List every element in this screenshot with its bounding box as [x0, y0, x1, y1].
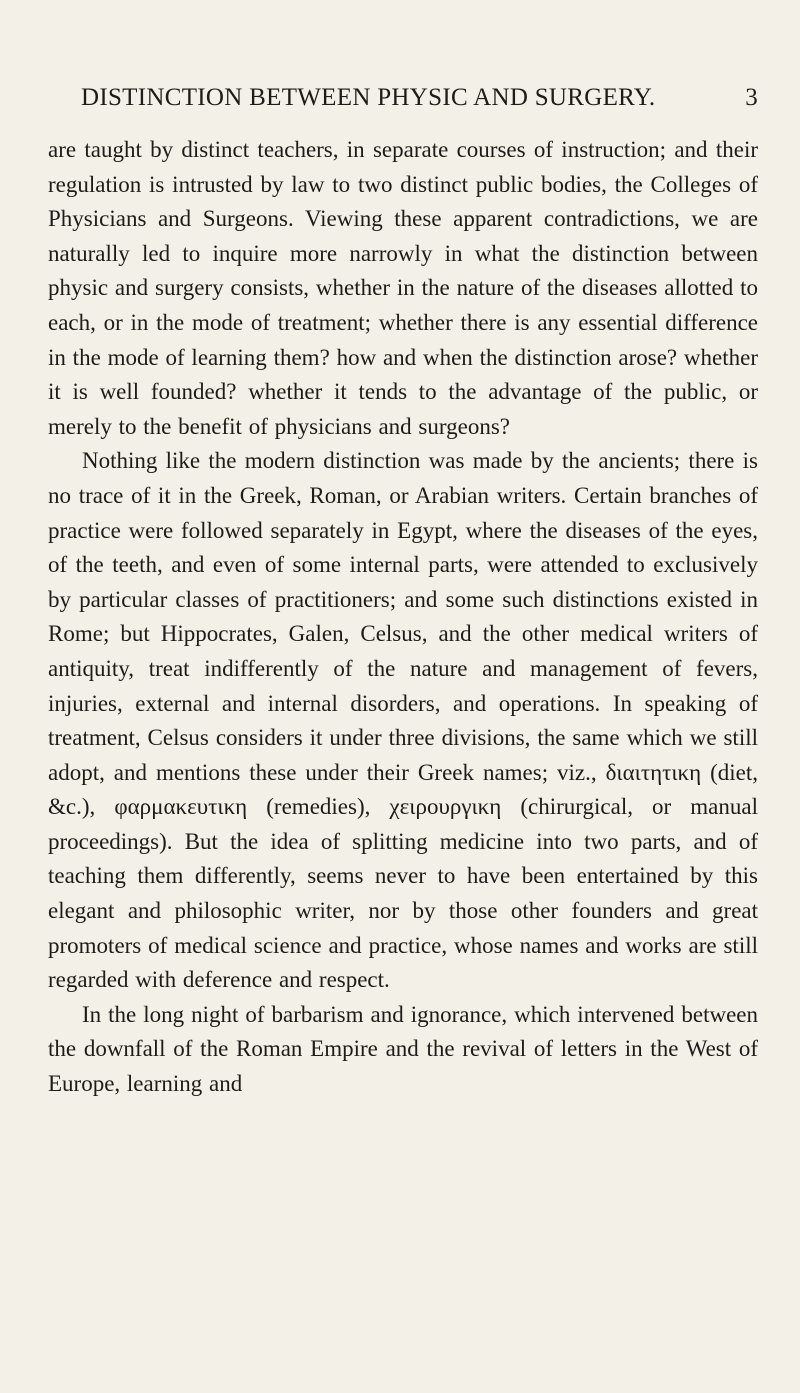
- paragraph-continuation: are taught by distinct teachers, in separate courses of instruction; and their regulation is intrusted by law to two distinct public bodies, the Colleges of Physicians and Surgeons. Viewing these apparent contradictions, we are naturally led to inquire more narrowly in what the distinction between physic and surgery consists, whether in the nature of the diseases allotted to each, or in the mode of treatment; whether there is any essential difference in the mode of learning them? how and when the distinction arose? whether it is well founded? whether it tends to the advantage of the public, or merely to the benefit of physicians and surgeons?: [48, 137, 758, 439]
- page-number: 3: [745, 84, 758, 111]
- running-head: [48, 78, 758, 118]
- paragraph-ancients: Nothing like the modern distinction was made by the ancients; there is no trace of it in the Greek, Roman, or Arabian writers. Certain branches of practice were followed separately in Egypt, where the diseases of the eyes, of the teeth, and even of some internal parts, were attended to exclusively by particular classes of practitioners; and some such distinctions existed in Rome; but Hippocrates, Galen, Celsus, and the other medical writers of antiquity, treat indifferently of the nature and management of fevers, injuries, external and internal disorders, and operations. In speaking of treatment, Celsus considers it under three divisions, the same which we still adopt, and mentions these under their Greek names; viz., διαιτητικη (diet, &c.), φαρμακευτικη (remedies), χειρουργικη (chirurgical, or manual proceedings). But the idea of splitting medicine into two parts, and of teaching them differently, seems never to have been entertained by this elegant and philosophic writer, nor by those other founders and great promoters of medical science and practice, whose names and works are still regarded with deference and respect.: [48, 448, 758, 993]
- chapter-title: DISTINCTION BETWEEN PHYSIC AND SURGERY.: [81, 84, 656, 111]
- body-text: [48, 133, 758, 1102]
- paragraph-barbarism: In the long night of barbarism and ignorance, which intervened between the downfall of the Roman Empire and the revival of letters in the West of Europe, learning and: [48, 1001, 758, 1097]
